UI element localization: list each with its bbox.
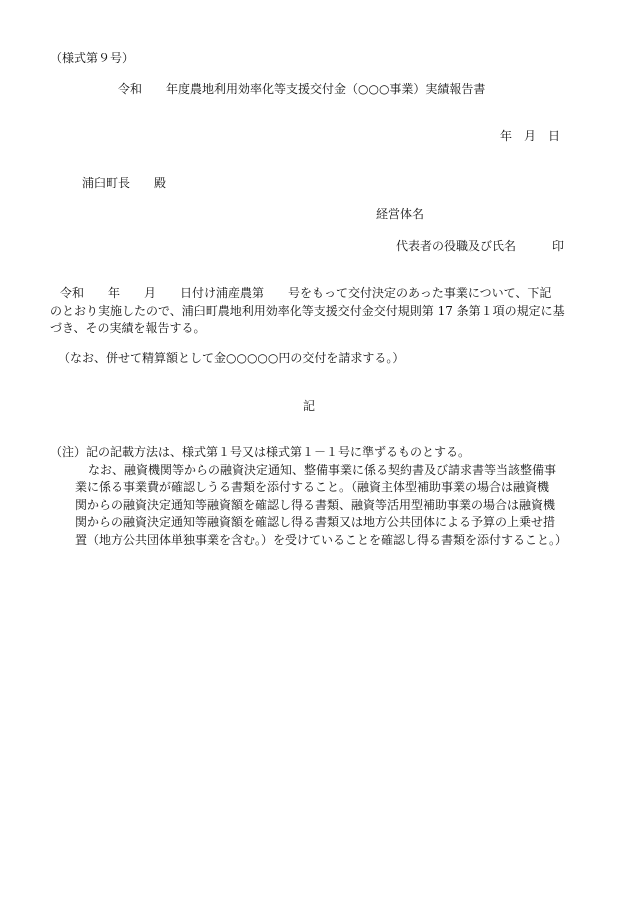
claim-note: （なお、併せて精算額として金○○○○○円の交付を請求する。） [58, 351, 405, 365]
note-line: （注）記の記載方法は、様式第１号又は様式第１－１号に準ずるものとする。 [50, 445, 471, 459]
body-line: 令和 年 月 日付け浦産農第 号をもって交付決定のあった事業について、下記 [60, 286, 552, 300]
note-line: 業に係る事業費が確認しうる書類を添付すること。（融資主体型補助事業の場合は融資機 [75, 480, 550, 494]
body-paragraph [50, 285, 565, 338]
addressee: 浦臼町長 殿 [82, 176, 167, 190]
note-line: 関からの融資決定通知等融資額を確認し得る書類又は地方公共団体による予算の上乗せ措 [75, 515, 556, 529]
document-title: 令和 年度農地利用効率化等支援交付金（○○○事業）実績報告書 [118, 82, 486, 96]
body-line: づき、その実績を報告する。 [50, 321, 206, 335]
note-line: なお、融資機関等からの融資決定通知、整備事業に係る契約書及び請求書等当該整備事 [88, 462, 557, 477]
date-line: 年 月 日 [500, 129, 561, 143]
note-line: 関からの融資決定通知等融資額を確認し得る書類、融資等活用型補助事業の場合は融資機 [75, 497, 556, 512]
entity-name-label: 経営体名 [376, 207, 425, 221]
representative-label: 代表者の役職及び氏名 印 [396, 239, 565, 253]
ki-heading: 記 [303, 399, 316, 413]
note-line: 置（地方公共団体単独事業を含む。）を受けていることを確認し得る書類を添付すること。） [75, 532, 568, 547]
form-number: （様式第９号） [50, 51, 135, 65]
notes-section [50, 444, 567, 549]
body-line: のとおり実施したので、浦臼町農地利用効率化等支援交付金交付規則第 17 条第１項の規定に基 [50, 303, 565, 318]
